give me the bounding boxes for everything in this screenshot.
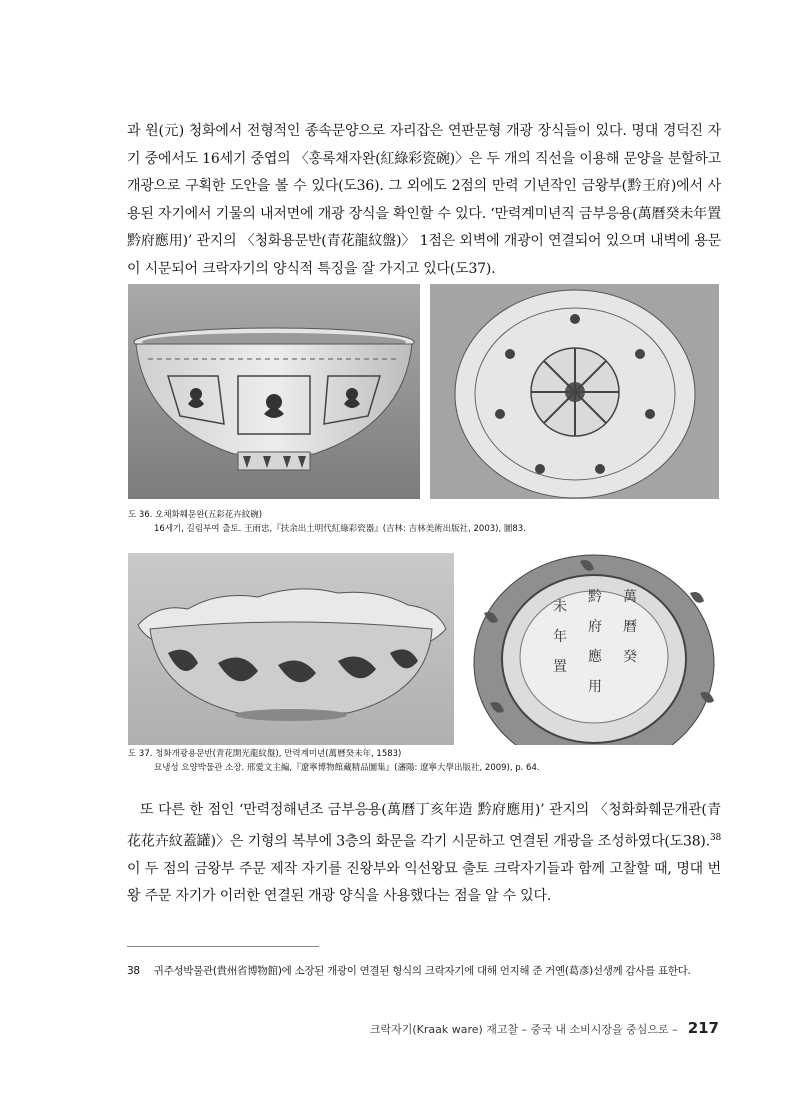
reign-mark-char: 癸	[623, 649, 637, 665]
figure37-plate-side-photo	[128, 553, 454, 745]
figure36-caption-title: 도 36. 오채화훼문완(五彩花卉紋碗)	[128, 510, 263, 520]
reign-mark-char: 府	[588, 619, 602, 635]
reign-mark-char: 黔	[588, 589, 602, 605]
footnote-number: 38	[127, 965, 140, 977]
footnote-text: 귀주성박물관(貴州省博物館)에 소장된 개광이 연결된 형식의 크락자기에 대해 언지해 준 거옌(葛彥)선생께 감사를 표한다.	[153, 965, 691, 977]
footnote-reference[interactable]: 38	[709, 832, 721, 843]
figure37-caption-source: 묘냉성 요양박물관 소장. 邢愛文主編,『遼寧博物館藏精品圖集』(瀋陽: 遼寧大學出版社, 2009), p. 64.	[154, 763, 540, 773]
reign-mark-char: 置	[553, 659, 567, 675]
paragraph2-text-after: 이 두 점의 금왕부 주문 제작 자기를 진왕부와 익선왕묘 출토 크락자기들과 함께 고찰할 때, 명대 번왕 주문 자기가 이러한 연결된 개광 양식을 사용했다는 점을 알 수 있다.	[127, 860, 721, 905]
reign-mark-char: 用	[588, 679, 602, 695]
footnote	[127, 963, 727, 978]
figure36-bowl-side-photo	[128, 284, 420, 499]
footnote-divider	[127, 946, 319, 947]
running-header-text: 크락자기(Kraak ware) 재고찰 – 중국 내 소비시장을 중심으로 –	[369, 1023, 678, 1036]
reign-mark-char: 曆	[623, 619, 637, 635]
figure37-caption-title: 도 37. 청화개광용문반(青花開光龍紋盤), 만력계미년(萬曆癸未年, 1583)	[128, 749, 402, 759]
figure37-caption	[128, 747, 540, 775]
reign-mark-char: 應	[588, 649, 602, 665]
figure36-caption-source: 16세기, 길림부여 출토. 王雨忠,『扶余出土明代紅綠彩瓷器』(吉林: 吉林美術出版社, 2003), 圖83.	[154, 524, 526, 534]
figure36-bowl-interior-photo	[430, 284, 719, 499]
reign-mark-char: 年	[553, 629, 567, 645]
figure37-plate-base-mark-photo	[470, 553, 719, 745]
paragraph2-text-before: 또 다른 한 점인 ‘만력정해년조 금부응용(萬曆丁亥年造 黔府應用)’ 관지의 〈청화화훼문개관(青花花卉紋蓋罐)〉은 기형의 복부에 3층의 화문을 각기 시문하고 연결된 개광을 조성하였다(도38).	[127, 802, 721, 850]
body-paragraph-1: 과 원(元) 청화에서 전형적인 종속문양으로 자리잡은 연판문형 개광 장식들이 있다. 명대 경덕진 자기 중에서도 16세기 중엽의 〈홍록채자완(紅綠彩瓷碗)〉은 두 개의 직선을 이용해 문양을 분할하고 개광으로 구획한 도안을 볼 수 있다(도36). 그 외에도 2점의 만력 기년작인 금왕부(黔王府)에서 사용된 자기에서 기물의 내저면에 개광 장식을 확인할 수 있다. ‘만력계미년직 금부응용(萬曆癸未年置 黔府應用)’ 관지의 〈청화용문반(青花龍紋盤)〉 1점은 외벽에 개광이 연결되어 있으며 내벽에 용문이 시문되어 크락자기의 양식적 특징을 잘 가지고 있다(도37).	[127, 123, 721, 277]
running-footer	[370, 1019, 719, 1037]
reign-mark-char: 未	[553, 599, 567, 615]
figure36-caption	[128, 508, 526, 536]
reign-mark-char: 萬	[623, 589, 637, 605]
body-paragraph-2	[127, 797, 721, 911]
page-number: 217	[687, 1019, 719, 1037]
